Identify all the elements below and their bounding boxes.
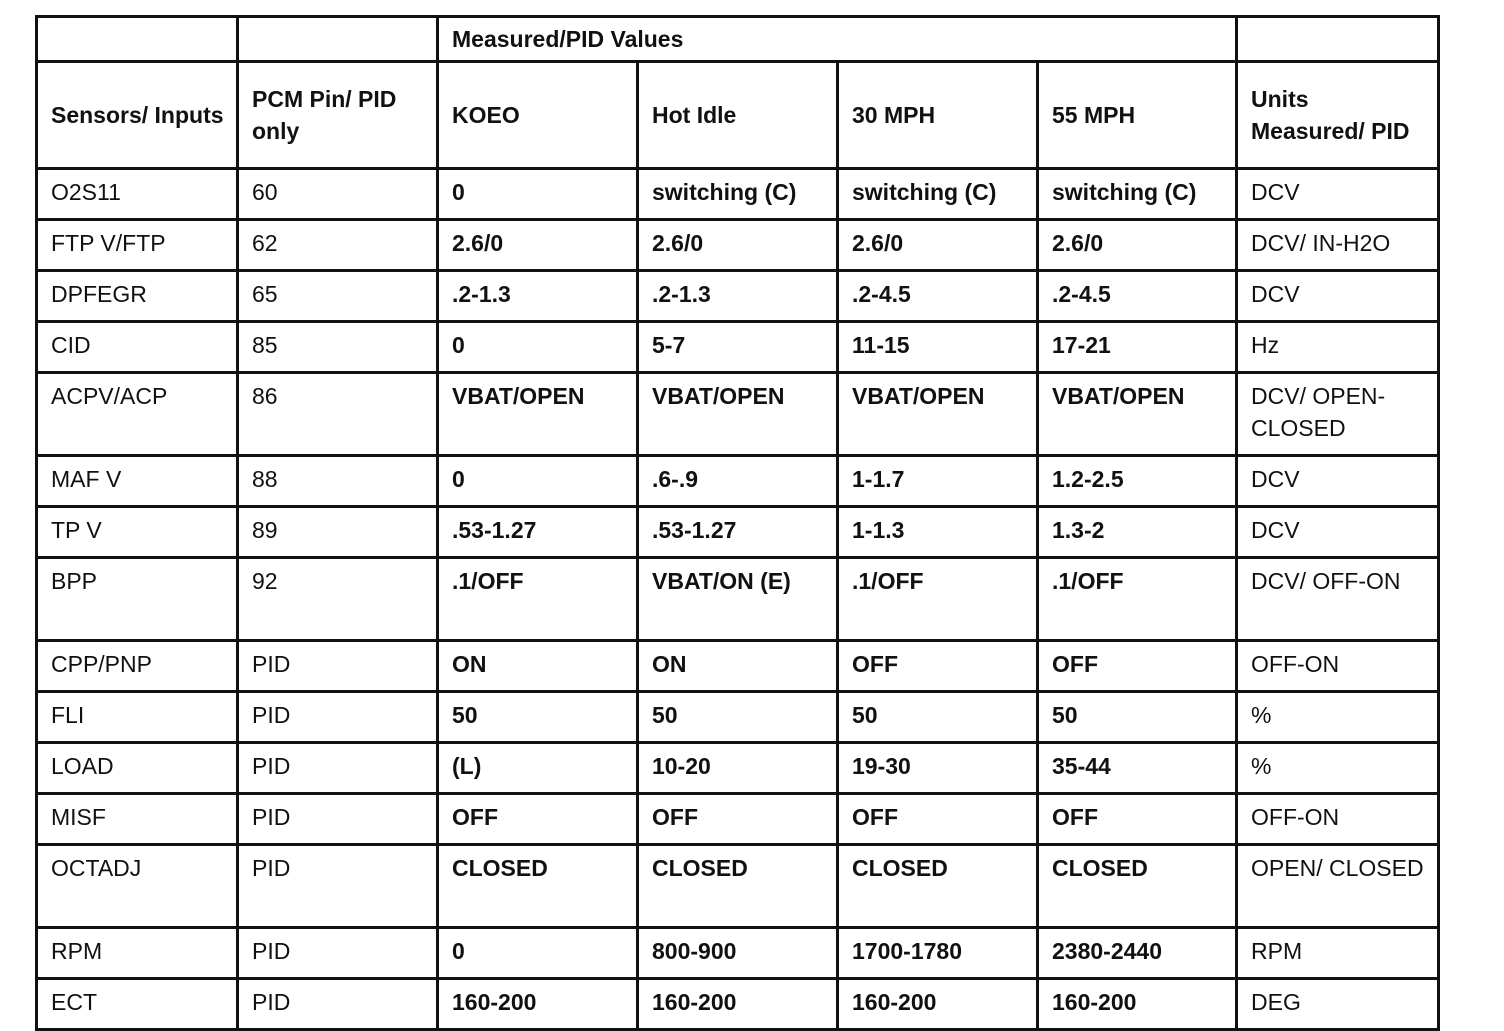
table-row	[37, 692, 1439, 743]
hot-idle-value-cell: switching (C)	[638, 169, 838, 220]
table-row	[37, 507, 1439, 558]
column-header-pcm-pin: PCM Pin/ PID only	[238, 62, 438, 169]
table-row	[37, 845, 1439, 928]
measured-values-group-header: Measured/PID Values	[438, 17, 1237, 62]
hot-idle-value-cell: 10-20	[638, 743, 838, 794]
pcm-pin-cell: 92	[238, 558, 438, 641]
sensor-cell: MAF V	[37, 456, 238, 507]
hot-idle-value-cell: VBAT/OPEN	[638, 373, 838, 456]
mph55-value-cell: 2.6/0	[1038, 220, 1237, 271]
mph30-value-cell: 2.6/0	[838, 220, 1038, 271]
pcm-pin-cell: 89	[238, 507, 438, 558]
units-cell: OPEN/ CLOSED	[1237, 845, 1439, 928]
mph30-value-cell: switching (C)	[838, 169, 1038, 220]
sensor-cell: ECT	[37, 979, 238, 1030]
koeo-value-cell: VBAT/OPEN	[438, 373, 638, 456]
hot-idle-value-cell: OFF	[638, 794, 838, 845]
mph30-value-cell: 11-15	[838, 322, 1038, 373]
koeo-value-cell: .1/OFF	[438, 558, 638, 641]
sensor-cell: CPP/PNP	[37, 641, 238, 692]
mph55-value-cell: 35-44	[1038, 743, 1237, 794]
table-body	[37, 17, 1439, 1030]
units-cell: DEG	[1237, 979, 1439, 1030]
pcm-pin-cell: PID	[238, 794, 438, 845]
koeo-value-cell: CLOSED	[438, 845, 638, 928]
koeo-value-cell: OFF	[438, 794, 638, 845]
mph55-value-cell: .1/OFF	[1038, 558, 1237, 641]
pcm-pin-cell: 65	[238, 271, 438, 322]
hot-idle-value-cell: 160-200	[638, 979, 838, 1030]
units-cell: DCV/ OFF-ON	[1237, 558, 1439, 641]
mph30-value-cell: CLOSED	[838, 845, 1038, 928]
mph30-value-cell: 1-1.3	[838, 507, 1038, 558]
koeo-value-cell: 0	[438, 928, 638, 979]
hot-idle-value-cell: 5-7	[638, 322, 838, 373]
pcm-pin-cell: 88	[238, 456, 438, 507]
mph30-value-cell: OFF	[838, 641, 1038, 692]
blank-header-cell	[37, 17, 238, 62]
mph55-value-cell: 50	[1038, 692, 1237, 743]
mph30-value-cell: 50	[838, 692, 1038, 743]
hot-idle-value-cell: CLOSED	[638, 845, 838, 928]
table-row	[37, 169, 1439, 220]
blank-header-cell	[238, 17, 438, 62]
sensor-cell: O2S11	[37, 169, 238, 220]
sensor-cell: MISF	[37, 794, 238, 845]
pcm-pin-cell: PID	[238, 743, 438, 794]
units-cell: OFF-ON	[1237, 794, 1439, 845]
mph30-value-cell: .2-4.5	[838, 271, 1038, 322]
hot-idle-value-cell: ON	[638, 641, 838, 692]
units-cell: DCV/ OPEN-CLOSED	[1237, 373, 1439, 456]
pcm-pin-cell: PID	[238, 979, 438, 1030]
koeo-value-cell: 0	[438, 169, 638, 220]
mph55-value-cell: 1.2-2.5	[1038, 456, 1237, 507]
units-cell: DCV/ IN-H2O	[1237, 220, 1439, 271]
hot-idle-value-cell: .53-1.27	[638, 507, 838, 558]
table-row	[37, 641, 1439, 692]
koeo-value-cell: ON	[438, 641, 638, 692]
column-header-koeo: KOEO	[438, 62, 638, 169]
header-group-row	[37, 17, 1439, 62]
table-row	[37, 373, 1439, 456]
mph30-value-cell: 1-1.7	[838, 456, 1038, 507]
units-cell: DCV	[1237, 169, 1439, 220]
table-row	[37, 558, 1439, 641]
mph30-value-cell: .1/OFF	[838, 558, 1038, 641]
mph30-value-cell: VBAT/OPEN	[838, 373, 1038, 456]
koeo-value-cell: 50	[438, 692, 638, 743]
mph55-value-cell: 17-21	[1038, 322, 1237, 373]
table-row	[37, 979, 1439, 1030]
mph30-value-cell: OFF	[838, 794, 1038, 845]
mph55-value-cell: 160-200	[1038, 979, 1237, 1030]
sensor-cell: DPFEGR	[37, 271, 238, 322]
hot-idle-value-cell: VBAT/ON (E)	[638, 558, 838, 641]
hot-idle-value-cell: .2-1.3	[638, 271, 838, 322]
sensor-cell: RPM	[37, 928, 238, 979]
sensor-cell: LOAD	[37, 743, 238, 794]
hot-idle-value-cell: 2.6/0	[638, 220, 838, 271]
column-header-hot-idle: Hot Idle	[638, 62, 838, 169]
mph30-value-cell: 19-30	[838, 743, 1038, 794]
table-row	[37, 743, 1439, 794]
mph55-value-cell: 1.3-2	[1038, 507, 1237, 558]
pcm-pin-cell: PID	[238, 641, 438, 692]
koeo-value-cell: (L)	[438, 743, 638, 794]
koeo-value-cell: 160-200	[438, 979, 638, 1030]
blank-header-cell	[1237, 17, 1439, 62]
sensor-cell: OCTADJ	[37, 845, 238, 928]
column-header-30mph: 30 MPH	[838, 62, 1038, 169]
pid-values-table	[35, 15, 1440, 1031]
mph55-value-cell: switching (C)	[1038, 169, 1237, 220]
pcm-pin-cell: 86	[238, 373, 438, 456]
mph55-value-cell: OFF	[1038, 794, 1237, 845]
table-row	[37, 271, 1439, 322]
sensor-cell: TP V	[37, 507, 238, 558]
hot-idle-value-cell: 50	[638, 692, 838, 743]
sensor-cell: ACPV/ACP	[37, 373, 238, 456]
mph55-value-cell: VBAT/OPEN	[1038, 373, 1237, 456]
column-header-sensors: Sensors/ Inputs	[37, 62, 238, 169]
column-header-units: Units Measured/ PID	[1237, 62, 1439, 169]
sensor-cell: FLI	[37, 692, 238, 743]
koeo-value-cell: .2-1.3	[438, 271, 638, 322]
table-row	[37, 322, 1439, 373]
mph55-value-cell: 2380-2440	[1038, 928, 1237, 979]
pcm-pin-cell: 60	[238, 169, 438, 220]
pcm-pin-cell: 85	[238, 322, 438, 373]
mph55-value-cell: OFF	[1038, 641, 1237, 692]
mph30-value-cell: 160-200	[838, 979, 1038, 1030]
sensor-cell: CID	[37, 322, 238, 373]
table-row	[37, 220, 1439, 271]
pcm-pin-cell: PID	[238, 845, 438, 928]
mph30-value-cell: 1700-1780	[838, 928, 1038, 979]
units-cell: DCV	[1237, 271, 1439, 322]
sensor-cell: BPP	[37, 558, 238, 641]
units-cell: RPM	[1237, 928, 1439, 979]
mph55-value-cell: .2-4.5	[1038, 271, 1237, 322]
koeo-value-cell: 2.6/0	[438, 220, 638, 271]
table-row	[37, 928, 1439, 979]
units-cell: %	[1237, 743, 1439, 794]
units-cell: OFF-ON	[1237, 641, 1439, 692]
column-header-row	[37, 62, 1439, 169]
mph55-value-cell: CLOSED	[1038, 845, 1237, 928]
sensor-cell: FTP V/FTP	[37, 220, 238, 271]
hot-idle-value-cell: .6-.9	[638, 456, 838, 507]
koeo-value-cell: 0	[438, 322, 638, 373]
pcm-pin-cell: PID	[238, 692, 438, 743]
koeo-value-cell: 0	[438, 456, 638, 507]
units-cell: %	[1237, 692, 1439, 743]
pcm-pin-cell: PID	[238, 928, 438, 979]
koeo-value-cell: .53-1.27	[438, 507, 638, 558]
pcm-pin-cell: 62	[238, 220, 438, 271]
column-header-55mph: 55 MPH	[1038, 62, 1237, 169]
units-cell: DCV	[1237, 507, 1439, 558]
units-cell: Hz	[1237, 322, 1439, 373]
table-row	[37, 794, 1439, 845]
hot-idle-value-cell: 800-900	[638, 928, 838, 979]
units-cell: DCV	[1237, 456, 1439, 507]
table-row	[37, 456, 1439, 507]
